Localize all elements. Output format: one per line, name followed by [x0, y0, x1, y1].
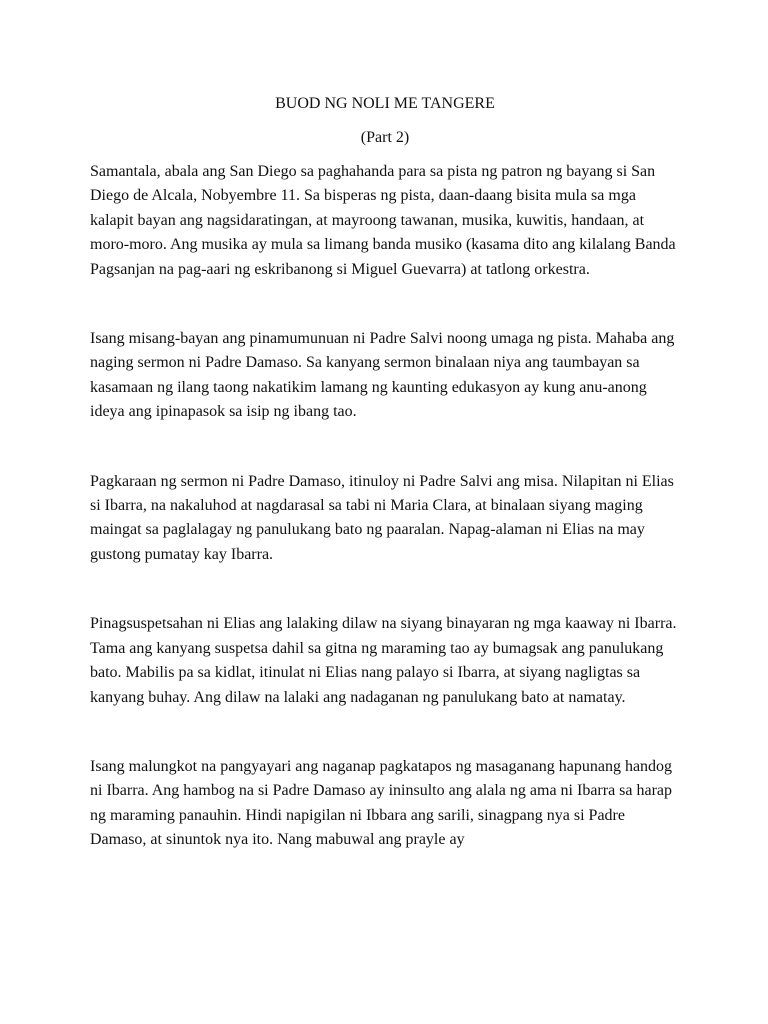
paragraph-1: Samantala, abala ang San Diego sa paghahanda para sa pista ng patron ng bayang si San Diego de Alcala, Nobyembre 11. Sa bisperas ng pista, daan-daang bisita mula sa mga kalapit bayan ang nagsidaratingan, at mayroong tawanan, musika, kuwitis, handaan, at moro-moro. Ang musika ay mula sa limang banda musiko (kasama dito ang kilalang Banda Pagsanjan na pag-aari ng eskribanong si Miguel Guevarra) at tatlong orkestra.	[90, 163, 676, 278]
paragraph-3: Pagkaraan ng sermon ni Padre Damaso, itinuloy ni Padre Salvi ang misa. Nilapitan ni Elias si Ibarra, na nakaluhod at nagdarasal sa tabi ni Maria Clara, at binalaan siyang maging maingat sa paglalagay ng panulukang bato ng paaralan. Napag-alaman ni Elias na may gustong pumatay kay Ibarra.	[90, 472, 674, 563]
paragraph-5: Isang malungkot na pangyayari ang naganap pagkatapos ng masaganang hapunang handog ni Ibarra. Ang hambog na si Padre Damaso ay ininsulto ang alala ng ama ni Ibarra sa harap ng maraming panauhin. Hindi napigilan ni Ibbara ang sarili, sinagpang nya si Padre Damaso, at sinuntok nya ito. Nang mabuwal ang prayle ay	[90, 757, 673, 849]
paragraph-4: Pinagsuspetsahan ni Elias ang lalaking dilaw na siyang binayaran ng mga kaaway ni Ibarra. Tama ang kanyang suspetsa dahil sa gitna ng maraming tao ay bumagsak ang panulukang bato. Mabilis pa sa kidlat, itinulat ni Elias nang palayo si Ibarra, at siyang nagligtas sa kanyang buhay. Ang dilaw na lalaki ang nadaganan ng panulukang bato at namatay.	[90, 615, 677, 706]
document-title: BUOD NG NOLI ME TANGERE	[275, 95, 495, 112]
document-subtitle: (Part 2)	[360, 129, 410, 146]
paragraph-2: Isang misang-bayan ang pinamumunuan ni Padre Salvi noong umaga ng pista. Mahaba ang naging sermon ni Padre Damaso. Sa kanyang sermon binalaan niya ang taumbayan sa kasamaan ng ilang taong nakatikim lamang ng kaunting edukasyon ay kung anu-anong ideya ang ipinapasok sa isip ng ibang tao.	[90, 330, 675, 421]
document-page	[90, 92, 680, 853]
